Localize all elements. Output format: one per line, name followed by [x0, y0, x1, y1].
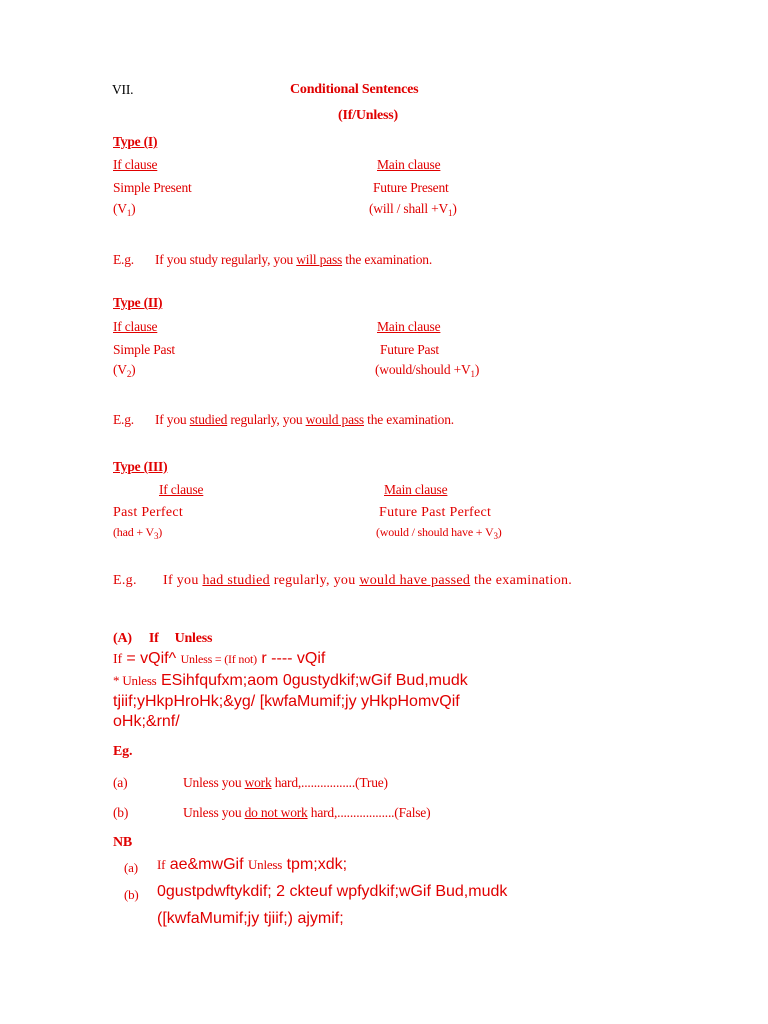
page-title: Conditional Sentences — [290, 82, 419, 97]
type1-heading: Type (I) — [113, 134, 158, 149]
nb-heading: NB — [113, 835, 133, 850]
type2-if-clause: If clause — [113, 319, 158, 334]
type3-example: If you had studied regularly, you would have passed the examination. — [163, 573, 573, 588]
section-number: VII. — [112, 82, 134, 97]
type1-example: If you study regularly, you will pass the examination. — [155, 252, 433, 267]
example-b-text: Unless you do not work hard,..................(False) — [183, 805, 431, 820]
example-b-label: (b) — [113, 805, 129, 820]
type1-main-clause: Main clause — [377, 157, 441, 172]
type3-left-form: $(had + V_3)$ — [113, 525, 163, 541]
type3-right-tense: Future Past Perfect — [379, 505, 492, 520]
type1-left-tense: Simple Present — [113, 180, 192, 195]
unless-rule-line-2: tjiif;yHkpHroHk;&yg/ [kwfaMumif;jy yHkpHomvQif — [113, 693, 460, 710]
type2-left-form: $(V_2)$ — [113, 362, 136, 379]
unless-rule-line-1: * Unless ESihfqufxm;aom 0gustydkif;wGif Bud,mudk — [113, 672, 468, 689]
type1-if-clause: If clause — [113, 157, 158, 172]
type2-example-label: E.g. — [113, 412, 134, 427]
plus-symbol: + — [475, 525, 483, 539]
unless-rule-line-3: oHk;&rnf/ — [113, 713, 180, 730]
example-a-text: Unless you work hard,.................(True) — [183, 775, 388, 790]
type2-main-clause: Main clause — [377, 319, 441, 334]
type1-left-form: $(V_1)$ — [113, 201, 136, 218]
type2-example: If you studied regularly, you would pass the examination. — [155, 412, 454, 427]
type2-left-tense: Simple Past — [113, 342, 175, 357]
type3-left-tense: Past Perfect — [113, 505, 184, 520]
type3-if-clause: If clause — [159, 482, 204, 497]
type2-right-tense: Future Past — [380, 342, 439, 357]
nb-a-text: If ae&mwGif Unless tpm;xdk; — [157, 856, 348, 873]
type3-main-clause: Main clause — [384, 482, 448, 497]
type1-right-tense: Future Present — [373, 180, 449, 195]
section-a-heading: (A) If Unless — [113, 631, 213, 646]
type2-right-form: (would/should $+V_1$) — [375, 362, 480, 379]
example-a-label: (a) — [113, 775, 128, 790]
type1-right-form: (will / shall $+V_1$) — [369, 201, 457, 218]
page-subtitle: (If/Unless) — [338, 108, 399, 123]
type3-example-label: E.g. — [113, 573, 137, 588]
if-unless-equation: If = vQif^ Unless = (If not) r ---- vQif — [113, 650, 326, 667]
nb-b-line-2: ([kwfaMumif;jy tjiif;) ajymif; — [157, 910, 344, 927]
examples-heading: Eg. — [113, 744, 133, 759]
type3-heading: Type (III) — [113, 459, 168, 474]
nb-b-label: (b) — [124, 887, 139, 902]
type2-heading: Type (II) — [113, 295, 163, 310]
type1-example-label: E.g. — [113, 252, 134, 267]
nb-b-line-1: 0gustpdwftykdif; 2 ckteuf wpfydkif;wGif Bud,mudk — [157, 883, 508, 900]
type3-right-form: (would / should have + $V_3$) — [376, 525, 502, 541]
nb-a-label: (a) — [124, 860, 138, 875]
